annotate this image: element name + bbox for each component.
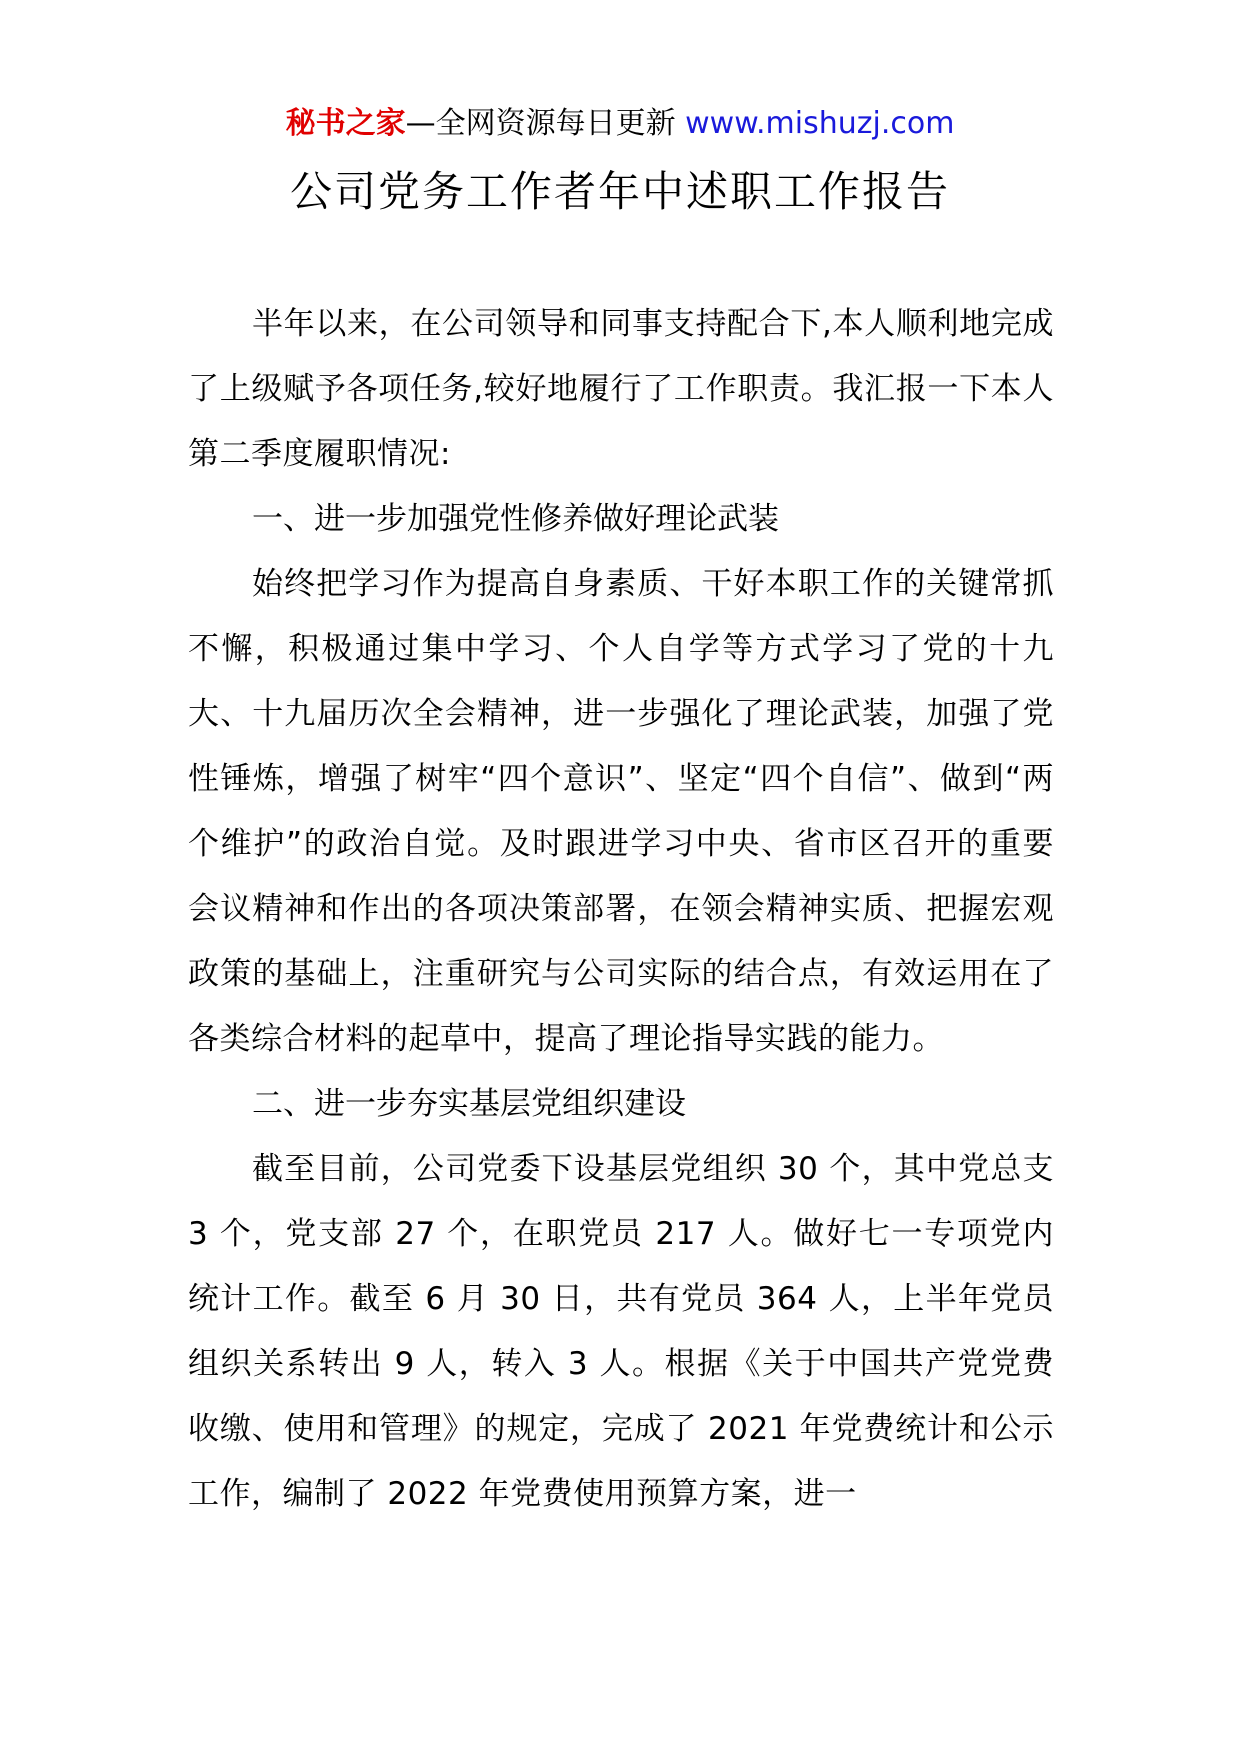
site-url-link[interactable]: www.mishuzj.com <box>685 106 955 141</box>
site-brand: 秘书之家 <box>285 106 406 141</box>
intro-paragraph: 半年以来，在公司领导和同事支持配合下,本人顺利地完成了上级赋予各项任务,较好地履行了工作职责。我汇报一下本人第二季度履职情况: <box>188 306 1054 472</box>
section-1-paragraph: 始终把学习作为提高自身素质、干好本职工作的关键常抓不懈，积极通过集中学习、个人自学等方式学习了党的十九大、十九届历次全会精神，进一步强化了理论武装，加强了党性锤炼，增强了树牢“四个意识”、坚定“四个自信”、做到“两个维护”的政治自觉。及时跟进学习中央、省市区召开的重要会议精神和作出的各项决策部署，在领会精神实质、把握宏观政策的基础上，注重研究与公司实际的结合点，有效运用在了各类综合材料的起草中，提高了理论指导实践的能力。 <box>188 566 1054 1057</box>
site-header <box>0 104 1240 144</box>
site-tagline: —全网资源每日更新 <box>405 106 686 141</box>
section-2-paragraph: 截至目前，公司党委下设基层党组织 30 个，其中党总支 3 个，党支部 27 个，在职党员 217 人。做好七一专项党内统计工作。截至 6 月 30 日，共有党员 364 人，上半年党员组织关系转出 9 人，转入 3 人。根据《关于中国共产党党费收缴、使用和管理》的规定，完成了 2021 年党费统计和公示工作，编制了 2022 年党费使用预算方案，进一 <box>188 1151 1054 1512</box>
document-body <box>188 292 1054 1527</box>
section-heading-1: 一、进一步加强党性修养做好理论武装 <box>252 501 779 537</box>
section-heading-2: 二、进一步夯实基层党组织建设 <box>252 1086 686 1122</box>
document-title: 公司党务工作者年中述职工作报告 <box>289 167 950 216</box>
